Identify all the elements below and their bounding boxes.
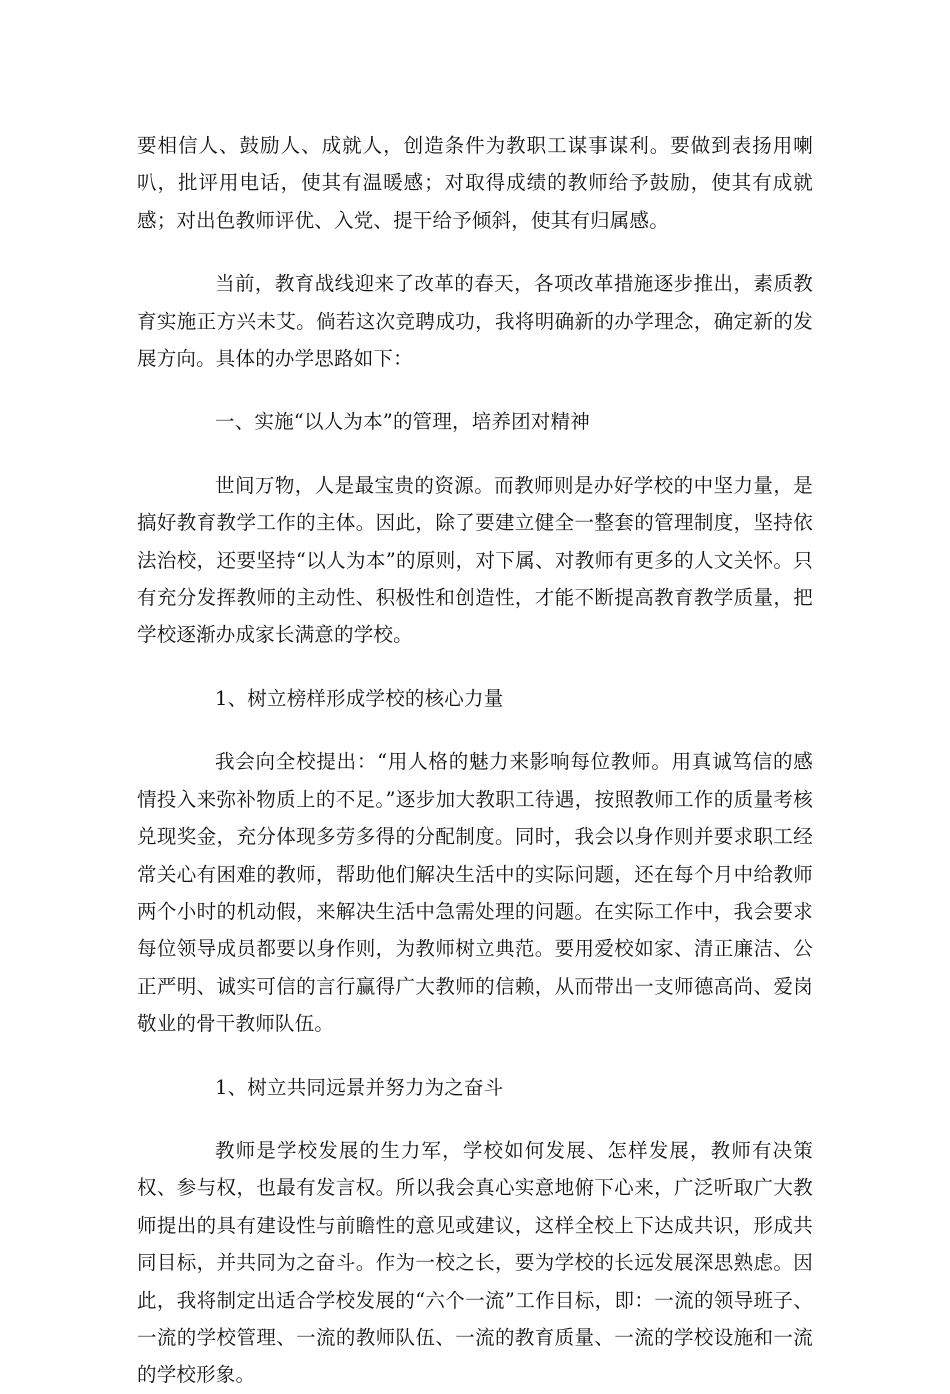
paragraph-six-first-class-goals: 教师是学校发展的生力军，学校如何发展、怎样发展，教师有决策权、参与权，也最有发言权。所以我会真心实意地俯下心来，广泛听取广大教师提出的具有建设性与前瞻性的意见或建议，这样全校上下达成共识，形成共同目标，并共同为之奋斗。作为一校之长，要为学校的长远发展深思熟虑。因此，我将制定出适合学校发展的“六个一流”工作目标，即：一流的领导班子、一流的学校管理、一流的教师队伍、一流的教育质量、一流的学校设施和一流的学校形象。 xyxy=(137,1138,813,1387)
subheading-role-models: 1、树立榜样形成学校的核心力量 xyxy=(215,686,504,710)
paragraph-continuation: 要相信人、鼓励人、成就人，创造条件为教职工谋事谋利。要做到表扬用喇叭，批评用电话，使其有温暖感；对取得成绩的教师给予鼓励，使其有成就感；对出色教师评优、入党、提干给予倾斜，使其有归属感。 xyxy=(137,134,813,232)
paragraph-teachers-core-force: 世间万物，人是最宝贵的资源。而教师则是办好学校的中坚力量，是搞好教育教学工作的主体。因此，除了要建立健全一整套的管理制度，坚持依法治校，还要坚持“以人为本”的原则，对下属、对教师有更多的人文关怀。只有充分发挥教师的主动性、积极性和创造性，才能不断提高教育教学质量，把学校逐渐办成家长满意的学校。 xyxy=(137,473,813,647)
document-body xyxy=(137,127,813,1394)
section-heading-people-oriented: 一、实施“以人为本”的管理，培养团对精神 xyxy=(215,410,590,434)
subheading-shared-vision: 1、树立共同远景并努力为之奋斗 xyxy=(215,1075,504,1099)
paragraph-education-reform: 当前，教育战线迎来了改革的春天，各项改革措施逐步推出，素质教育实施正方兴未艾。倘若这次竞聘成功，我将明确新的办学理念，确定新的发展方向。具体的办学思路如下： xyxy=(137,272,813,371)
paragraph-personality-charm: 我会向全校提出：“用人格的魅力来影响每位教师。用真诚笃信的感情投入来弥补物质上的不足。”逐步加大教职工待遇，按照教师工作的质量考核兑现奖金，充分体现多劳多得的分配制度。同时，我会以身作则并要求职工经常关心有困难的教师，帮助他们解决生活中的实际问题，还在每个月中给教师两个小时的机动假，来解决生活中急需处理的问题。在实际工作中，我会要求每位领导成员都要以身作则，为教师树立典范。要用爱校如家、清正廉洁、公正严明、诚实可信的言行赢得广大教师的信赖，从而带出一支师德高尚、爱岗敬业的骨干教师队伍。 xyxy=(137,750,813,1036)
